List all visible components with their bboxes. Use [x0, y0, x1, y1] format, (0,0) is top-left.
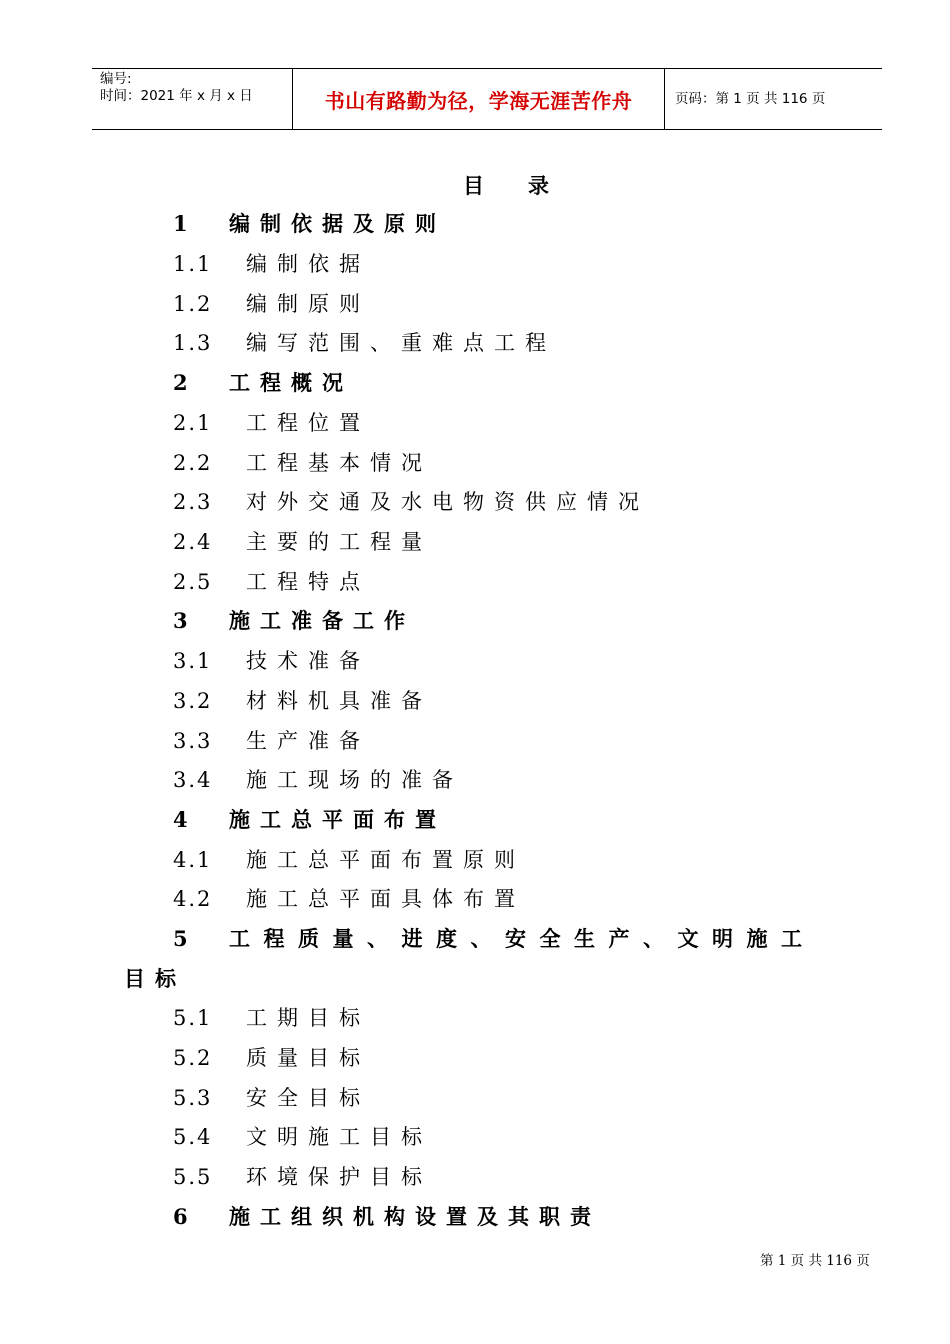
toc-entry-1-1	[173, 249, 370, 279]
toc-number: 5.1	[173, 1006, 213, 1030]
toc-entry-5-5	[173, 1162, 432, 1192]
toc-number: 3.2	[173, 689, 213, 713]
toc-number: 1	[173, 211, 188, 236]
toc-entry-2-2	[173, 448, 432, 478]
header-motto: 书山有路勤为径，学海无涯苦作舟	[324, 88, 633, 113]
toc-entry-5	[173, 924, 816, 954]
toc-number: 4.2	[173, 887, 213, 911]
toc-entry-6	[173, 1202, 601, 1232]
toc-number: 3	[173, 608, 188, 633]
toc-number: 3.4	[173, 768, 213, 792]
toc-entry-5-4	[173, 1122, 432, 1152]
toc-entry-4-2	[173, 884, 525, 914]
toc-entry-3	[173, 606, 415, 636]
toc-number: 2.5	[173, 570, 213, 594]
toc-text: 编制依据	[246, 252, 370, 276]
toc-text: 对外交通及水电物资供应情况	[246, 490, 649, 514]
toc-entry-5-1	[173, 1003, 370, 1033]
time-label: 时间：2021 年 x 月 x 日	[100, 88, 253, 104]
toc-entry-5-continuation: 目标	[124, 966, 186, 991]
toc-entry-3-3	[173, 726, 370, 756]
toc-number: 1.2	[173, 292, 213, 316]
page-footer: 第 1 页 共 116 页	[760, 1253, 870, 1269]
toc-text: 施工组织机构设置及其职责	[229, 1204, 601, 1229]
toc-text: 编写范围、重难点工程	[246, 331, 556, 355]
toc-entry-3-4	[173, 765, 463, 795]
toc-text: 质量目标	[246, 1046, 370, 1070]
toc-entry-2-5	[173, 567, 370, 597]
toc-text: 施工准备工作	[229, 608, 415, 633]
toc-text: 材料机具准备	[246, 689, 432, 713]
toc-text: 安全目标	[246, 1086, 370, 1110]
toc-entry-1-2	[173, 289, 370, 319]
toc-number: 6	[173, 1204, 188, 1229]
toc-number: 4	[173, 807, 188, 832]
toc-text: 工期目标	[246, 1006, 370, 1030]
toc-text: 文明施工目标	[246, 1125, 432, 1149]
toc-text: 编制原则	[246, 292, 370, 316]
toc-entry-3-1	[173, 646, 370, 676]
toc-entry-4	[173, 805, 446, 835]
toc-number: 2	[173, 370, 188, 395]
toc-number: 5.2	[173, 1046, 213, 1070]
toc-text: 工程基本情况	[246, 451, 432, 475]
toc-entry-4-1	[173, 845, 525, 875]
toc-text: 施工现场的准备	[246, 768, 463, 792]
number-label: 编号:	[100, 71, 132, 87]
toc-number: 1.3	[173, 331, 213, 355]
toc-number: 5.4	[173, 1125, 213, 1149]
header-right-cell	[665, 69, 882, 129]
toc-text: 工程概况	[229, 370, 353, 395]
toc-number: 4.1	[173, 848, 213, 872]
toc-entry-5-2	[173, 1043, 370, 1073]
toc-text: 施工总平面具体布置	[246, 887, 525, 911]
header-page-info: 页码：第 1 页 共 116 页	[675, 90, 826, 107]
toc-number: 3.3	[173, 729, 213, 753]
toc-number: 2.3	[173, 490, 213, 514]
toc-text: 工程质量、进度、安全生产、文明施工	[229, 926, 816, 951]
toc-text: 施工总平面布置原则	[246, 848, 525, 872]
toc-entry-2-3	[173, 487, 649, 517]
toc-number: 5	[173, 926, 188, 951]
toc-number: 2.4	[173, 530, 213, 554]
toc-entry-2-4	[173, 527, 432, 557]
toc-number: 2.2	[173, 451, 213, 475]
toc-entry-2	[173, 368, 353, 398]
toc-text: 技术准备	[246, 649, 370, 673]
toc-number: 1.1	[173, 252, 213, 276]
toc-entry-1	[173, 209, 446, 239]
toc-entry-3-2	[173, 686, 432, 716]
toc-entry-2-1	[173, 408, 370, 438]
header-left-cell	[92, 69, 293, 129]
toc-entry-1-3	[173, 328, 556, 358]
toc-title: 目录	[463, 173, 593, 198]
toc-number: 3.1	[173, 649, 213, 673]
toc-number: 5.5	[173, 1165, 213, 1189]
page-header	[92, 68, 882, 130]
header-middle-cell	[293, 69, 665, 129]
toc-text: 环境保护目标	[246, 1165, 432, 1189]
toc-text: 施工总平面布置	[229, 807, 446, 832]
toc-text: 生产准备	[246, 729, 370, 753]
toc-text: 工程位置	[246, 411, 370, 435]
toc-text: 编制依据及原则	[229, 211, 446, 236]
toc-entry-5-3	[173, 1083, 370, 1113]
toc-text: 主要的工程量	[246, 530, 432, 554]
toc-text: 工程特点	[246, 570, 370, 594]
toc-number: 2.1	[173, 411, 213, 435]
toc-number: 5.3	[173, 1086, 213, 1110]
